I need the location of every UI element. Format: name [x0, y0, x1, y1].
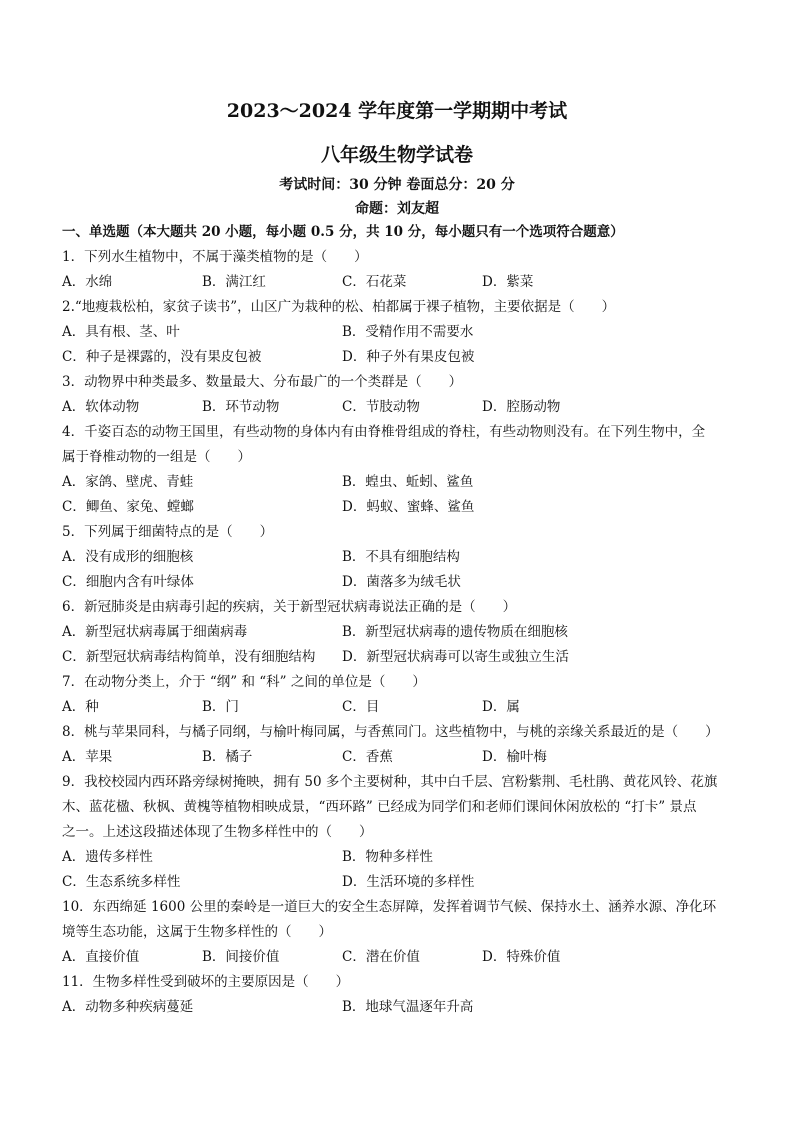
option-row: [62, 845, 742, 870]
question-stem: 3．动物界中种类最多、数量最大、分布最广的一个类群是（ ）: [62, 374, 463, 390]
question-list: [62, 220, 742, 1020]
question-item: [62, 670, 742, 720]
option-row: [62, 570, 742, 595]
answer-option: C．生态系统多样性: [62, 874, 181, 890]
question-stem: 8．桃与苹果同科，与橘子同纲，与榆叶梅同属，与香蕉同门。这些植物中，与桃的亲缘关系最近的是（ ）: [62, 724, 719, 740]
question-item: [62, 770, 742, 895]
option-row: [62, 345, 742, 370]
answer-option: D．新型冠状病毒可以寄生或独立生活: [342, 649, 569, 665]
answer-option: D．种子外有果皮包被: [342, 349, 475, 365]
answer-option: B．橘子: [202, 749, 253, 765]
option-row: [62, 745, 742, 770]
answer-option: C．节肢动物: [342, 399, 420, 415]
question-stem: 7．在动物分类上，介于 “纲” 和 “科” 之间的单位是（ ）: [62, 674, 426, 690]
answer-option: A．直接价值: [62, 949, 140, 965]
answer-option: A．软体动物: [62, 399, 140, 415]
answer-option: B．新型冠状病毒的遗传物质在细胞核: [342, 624, 568, 640]
answer-option: B．满江红: [202, 274, 266, 290]
answer-option: D．蚂蚁、蜜蜂、鲨鱼: [342, 499, 475, 515]
question-stem: 11．生物多样性受到破坏的主要原因是（ ）: [62, 974, 350, 990]
option-row: [62, 395, 742, 420]
answer-option: A．动物多种疾病蔓延: [62, 999, 194, 1015]
answer-option: A．没有成形的细胞核: [62, 549, 194, 565]
answer-option: A．家鸽、壁虎、青蛙: [62, 474, 194, 490]
answer-option: C．细胞内含有叶绿体: [62, 574, 194, 590]
exam-title: 2023～2024 学年度第一学期期中考试: [226, 100, 568, 122]
question-stem: 境等生态功能，这属于生物多样性的（ ）: [62, 924, 332, 940]
option-row: [62, 870, 742, 895]
question-item: [62, 420, 742, 520]
answer-option: B．地球气温逐年升高: [342, 999, 474, 1015]
answer-option: B．门: [202, 699, 239, 715]
answer-option: D．生活环境的多样性: [342, 874, 475, 890]
answer-option: C．香蕉: [342, 749, 393, 765]
question-stem: 木、蓝花楹、秋枫、黄槐等植物相映成景，“西环路” 已经成为同学们和老师们课间休闲放松的 “打卡” 景点: [62, 799, 697, 815]
answer-option: C．潜在价值: [342, 949, 420, 965]
exam-subtitle: 八年级生物学试卷: [320, 144, 473, 166]
option-row: [62, 945, 742, 970]
answer-option: C．种子是裸露的，没有果皮包被: [62, 349, 262, 365]
answer-option: D．属: [482, 699, 520, 715]
question-item: [62, 720, 742, 770]
answer-option: A．新型冠状病毒属于细菌病毒: [62, 624, 248, 640]
question-stem: 之一。上述这段描述体现了生物多样性中的（ ）: [62, 824, 373, 840]
option-row: [62, 995, 742, 1020]
option-row: [62, 620, 742, 645]
question-item: [62, 295, 742, 370]
question-stem: 4．千姿百态的动物王国里，有些动物的身体内有由脊椎骨组成的脊柱，有些动物则没有。在下列生物中，全: [62, 424, 706, 440]
answer-option: B．蝗虫、蚯蚓、鲨鱼: [342, 474, 474, 490]
question-item: [62, 970, 742, 1020]
answer-option: C．目: [342, 699, 380, 715]
question-stem: 9．我校校园内西环路旁绿树掩映，拥有 50 多个主要树种，其中白千层、宫粉紫荆、毛杜鹃、黄花风铃、花旗: [62, 774, 718, 790]
option-row: [62, 545, 742, 570]
exam-author: 命题：刘友超: [355, 201, 439, 217]
answer-option: B．不具有细胞结构: [342, 549, 460, 565]
answer-option: A．苹果: [62, 749, 113, 765]
answer-option: B．间接价值: [202, 949, 280, 965]
question-item: [62, 595, 742, 670]
question-stem: 1．下列水生植物中，不属于藻类植物的是（ ）: [62, 249, 368, 265]
answer-option: B．环节动物: [202, 399, 280, 415]
answer-option: A．遗传多样性: [62, 849, 153, 865]
option-row: [62, 695, 742, 720]
section-heading: 一、单选题（本大题共 20 小题，每小题 0.5 分，共 10 分，每小题只有一个选项符合题意）: [62, 224, 624, 240]
answer-option: D．腔肠动物: [482, 399, 561, 415]
question-item: [62, 245, 742, 295]
exam-info: 考试时间：30 分钟 卷面总分：20 分: [279, 177, 515, 193]
answer-option: C．石花菜: [342, 274, 407, 290]
question-stem: 属于脊椎动物的一组是（ ）: [62, 449, 251, 465]
question-item: [62, 895, 742, 970]
answer-option: A．具有根、茎、叶: [62, 324, 180, 340]
question-stem: 6．新冠肺炎是由病毒引起的疾病，关于新型冠状病毒说法正确的是（ ）: [62, 599, 517, 615]
answer-option: D．特殊价值: [482, 949, 561, 965]
answer-option: B．物种多样性: [342, 849, 433, 865]
question-stem: 10．东西绵延 1600 公里的秦岭是一道巨大的安全生态屏障，发挥着调节气候、保持水土、涵养水源、净化环: [62, 899, 717, 915]
answer-option: B．受精作用不需要水: [342, 324, 474, 340]
answer-option: D．紫菜: [482, 274, 534, 290]
answer-option: A．种: [62, 699, 99, 715]
answer-option: A．水绵: [62, 274, 113, 290]
option-row: [62, 645, 742, 670]
answer-option: D．榆叶梅: [482, 749, 547, 765]
answer-option: C．新型冠状病毒结构简单，没有细胞结构: [62, 649, 316, 665]
question-item: [62, 520, 742, 595]
option-row: [62, 320, 742, 345]
question-stem: 2.“地瘦栽松柏，家贫子读书”，山区广为栽种的松、柏都属于裸子植物，主要依据是（ ）: [62, 299, 616, 315]
answer-option: C．鲫鱼、家兔、螳螂: [62, 499, 194, 515]
question-item: [62, 370, 742, 420]
option-row: [62, 270, 742, 295]
option-row: [62, 470, 742, 495]
answer-option: D．菌落多为绒毛状: [342, 574, 461, 590]
question-stem: 5．下列属于细菌特点的是（ ）: [62, 524, 274, 540]
option-row: [62, 495, 742, 520]
